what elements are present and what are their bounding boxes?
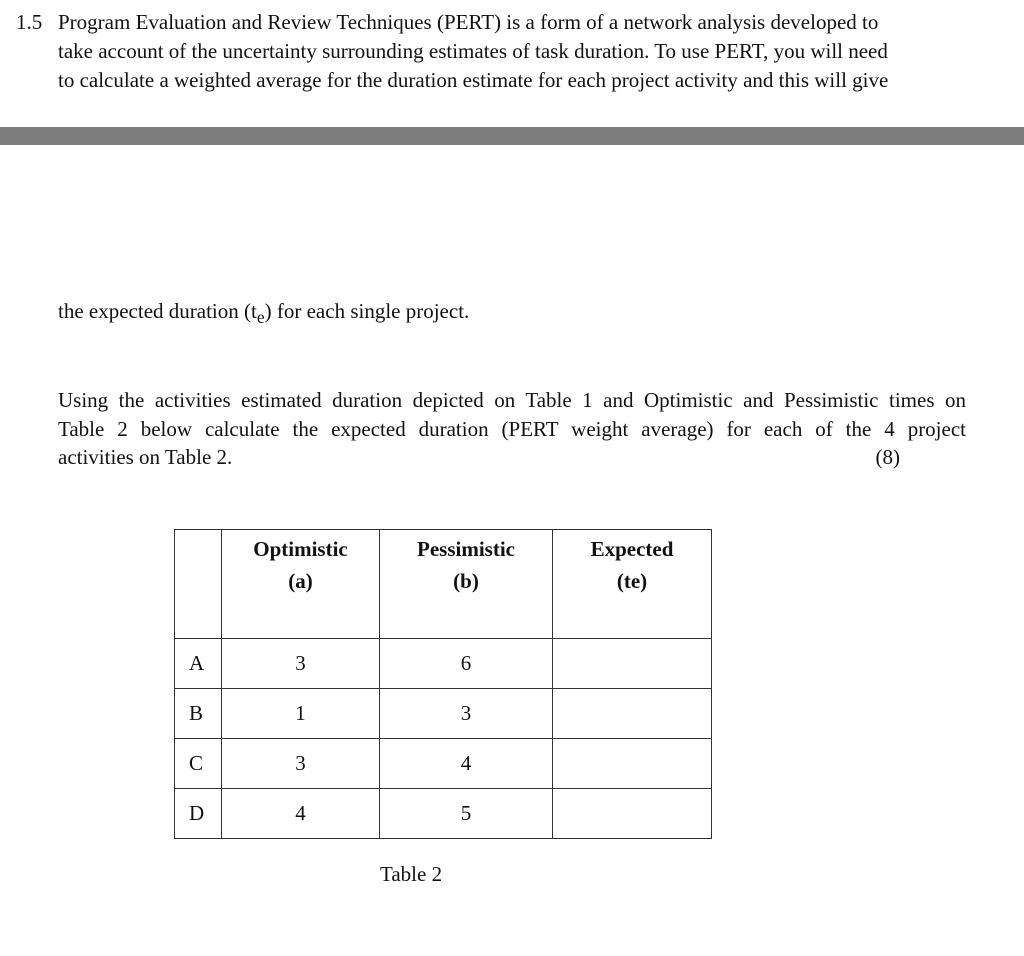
continuation-text-after: ) for each single project. — [264, 299, 470, 323]
instruction-line: activities on Table 2. — [58, 445, 233, 469]
expected-cell — [553, 739, 712, 789]
pessimistic-cell: 4 — [380, 739, 553, 789]
question-instruction — [58, 386, 966, 472]
intro-line: to calculate a weighted average for the duration estimate for each project activity and this will give — [58, 68, 889, 92]
intro-line: Program Evaluation and Review Techniques (PERT) is a form of a network analysis developed to — [58, 10, 879, 34]
pessimistic-cell: 6 — [380, 639, 553, 689]
activity-cell: A — [175, 639, 222, 689]
instruction-last-line — [58, 443, 966, 472]
optimistic-cell: 1 — [222, 689, 380, 739]
pessimistic-cell: 5 — [380, 789, 553, 839]
table-caption: Table 2 — [380, 862, 443, 886]
activity-cell: C — [175, 739, 222, 789]
question-intro — [58, 8, 968, 95]
table-row — [175, 639, 712, 689]
header-line-2: (te) — [616, 569, 648, 593]
table-header-row — [175, 530, 712, 639]
question-number: 1.5 — [16, 10, 43, 34]
optimistic-cell: 3 — [222, 739, 380, 789]
optimistic-cell: 4 — [222, 789, 380, 839]
table-row — [175, 789, 712, 839]
header-line-2: (b) — [453, 569, 479, 593]
header-cell-optimistic — [222, 530, 380, 639]
instruction-line: Table 2 below calculate the expected duration (PERT weight average) for each of the 4 project — [58, 416, 966, 441]
activity-cell: B — [175, 689, 222, 739]
table-row — [175, 689, 712, 739]
header-cell-activity — [175, 530, 222, 639]
marks-allocation: (8) — [875, 445, 900, 469]
header-cell-expected — [553, 530, 712, 639]
pert-table — [174, 529, 712, 839]
activity-cell: D — [175, 789, 222, 839]
instruction-line: Using the activities estimated duration depicted on Table 1 and Optimistic and Pessimistic times on — [58, 388, 966, 412]
intro-continuation — [58, 297, 469, 332]
optimistic-cell: 3 — [222, 639, 380, 689]
te-subscript: e — [256, 307, 265, 328]
table-row — [175, 739, 712, 789]
continuation-text-before: the expected duration (t — [58, 299, 257, 323]
expected-cell — [553, 789, 712, 839]
expected-cell — [553, 689, 712, 739]
header-line-1: Pessimistic — [417, 537, 515, 561]
expected-cell — [553, 639, 712, 689]
intro-line: take account of the uncertainty surrounding estimates of task duration. To use PERT, you will need — [58, 39, 888, 63]
header-line-2: (a) — [288, 569, 313, 593]
header-cell-pessimistic — [380, 530, 553, 639]
pessimistic-cell: 3 — [380, 689, 553, 739]
header-line-1: Optimistic — [253, 537, 348, 561]
header-line-1: Expected — [590, 537, 674, 561]
page-separator-bar — [0, 127, 1024, 145]
